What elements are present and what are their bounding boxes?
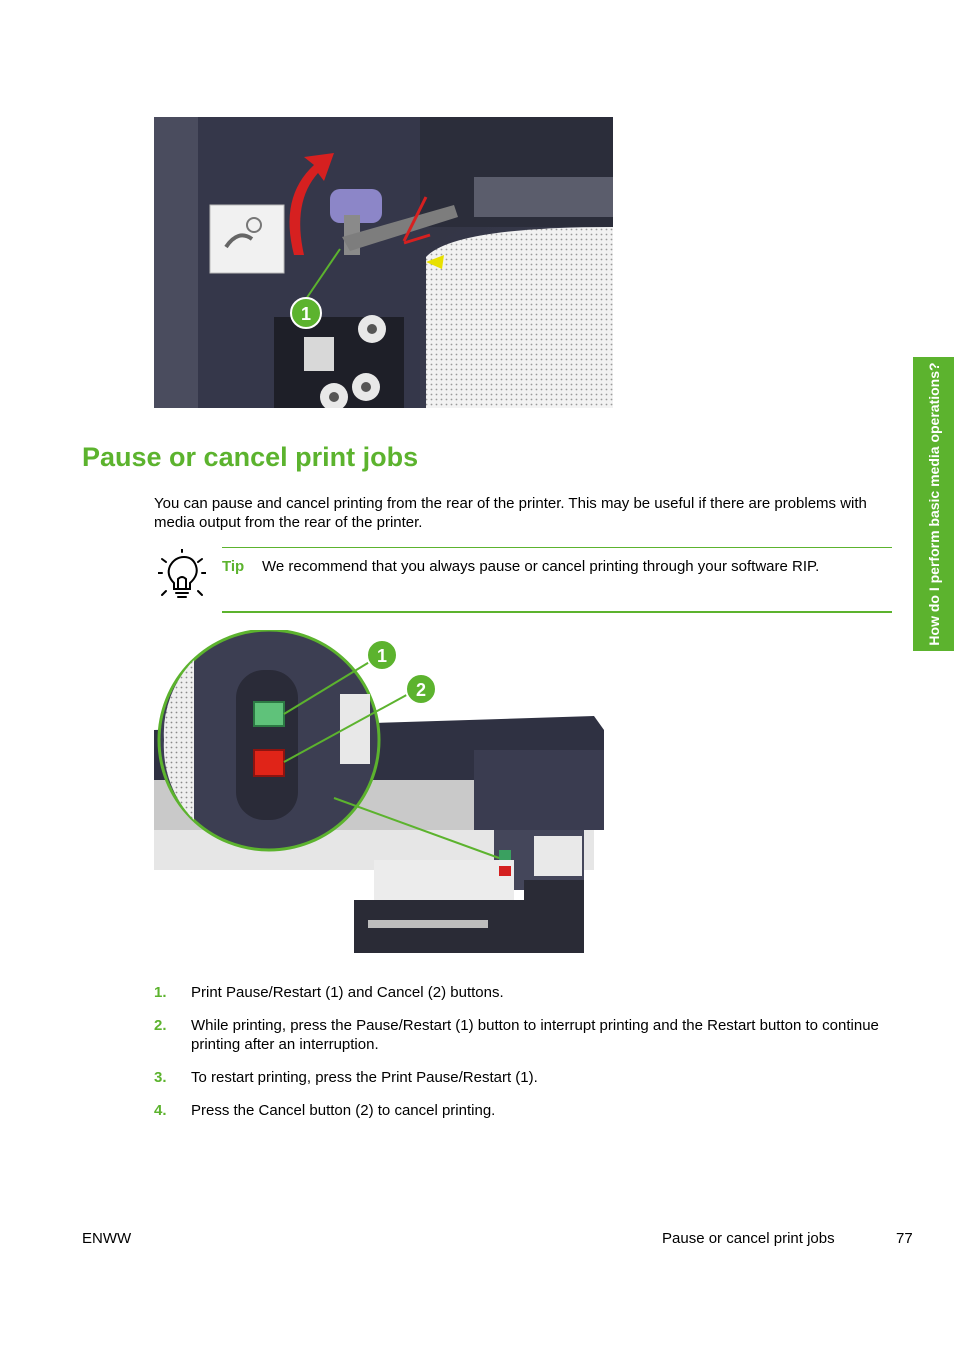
lightbulb-icon — [158, 549, 206, 610]
list-item — [154, 1068, 894, 1087]
tip-text: We recommend that you always pause or cancel printing through your software RIP. — [262, 558, 820, 575]
list-item — [154, 1016, 894, 1054]
figure2-callout-2: 2 — [415, 680, 427, 700]
step-text: Print Pause/Restart (1) and Cancel (2) buttons. — [191, 984, 504, 1001]
step-number: 4. — [154, 1102, 167, 1119]
figure-lever-photo — [154, 117, 613, 408]
step-text: While printing, press the Pause/Restart (1) button to interrupt printing and the Restart button to continue printing after an interruption. — [191, 1017, 879, 1053]
figure1-callout-1: 1 — [300, 304, 312, 324]
side-tab-label: How do I perform basic media operations? — [925, 362, 942, 646]
section-heading: Pause or cancel print jobs — [82, 442, 419, 472]
step-number: 2. — [154, 1017, 167, 1034]
tip-top-rule — [222, 547, 892, 548]
figure2-callout-1: 1 — [376, 646, 388, 666]
footer-section-title: Pause or cancel print jobs — [662, 1230, 835, 1247]
list-item — [154, 1101, 894, 1120]
intro-paragraph: You can pause and cancel printing from the rear of the printer. This may be useful if there are problems with media output from the rear of the printer. — [154, 495, 867, 531]
tip-label: Tip — [222, 558, 245, 575]
step-text: Press the Cancel button (2) to cancel printing. — [191, 1102, 496, 1119]
steps-list — [154, 983, 894, 1120]
side-chapter-tab — [913, 357, 954, 651]
step-number: 3. — [154, 1069, 167, 1086]
figure-buttons-photo — [154, 630, 613, 953]
list-item — [154, 983, 894, 1002]
footer-doc-code: ENWW — [82, 1230, 132, 1247]
tip-bottom-rule — [222, 611, 892, 613]
step-text: To restart printing, press the Print Pause/Restart (1). — [191, 1069, 538, 1086]
footer-page-number: 77 — [896, 1230, 913, 1247]
step-number: 1. — [154, 984, 167, 1001]
